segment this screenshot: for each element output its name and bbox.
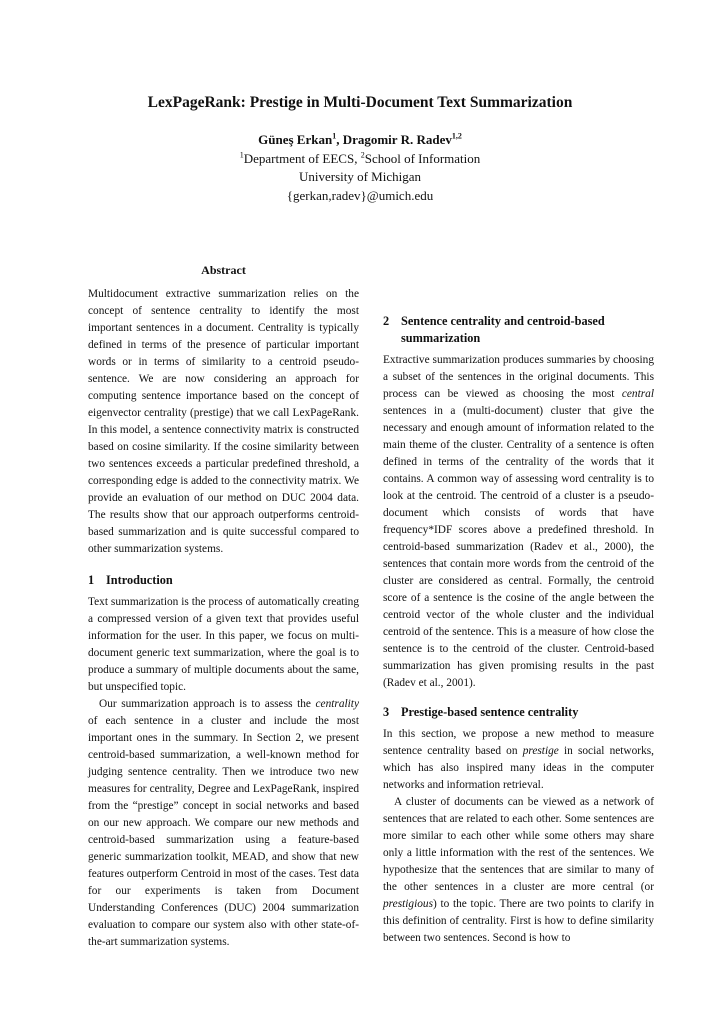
abstract-heading: Abstract (201, 263, 246, 277)
affiliation-marker: 1 (332, 131, 337, 141)
emphasis: central (621, 388, 654, 400)
section-title: Prestige-based sentence centrality (401, 705, 579, 719)
right-column (383, 263, 654, 947)
author-name: Güneş Erkan (258, 132, 333, 147)
paragraph-text: of each sentence in a cluster and include the most important ones in the summary. In Section 2, we present centroid-based summarization, a well-known method for judging sentence centrality. Then we introduce two new measures for centrality, Degree and LexPageRank, inspired from the “prestige” concept in social networks and based on our new approach. We compare our new methods and centroid-based summarization using a feature-based generic summarization toolkit, MEAD, and show that new features outperform Centroid in most of the cases. Test data for our experiments is taken from Document Understanding Conferences (DUC) 2004 summarization evaluation to compare our system also with other state-of-the-art summarization systems. (88, 715, 359, 948)
paragraph-text: ) to the topic. There are two points to clarify in this definition of centrality. First is how to define similarity between two sentences. Second is how to (383, 898, 654, 944)
section-title: Sentence centrality and centroid-based summarization (401, 314, 605, 345)
emphasis: centrality (315, 698, 359, 710)
author-separator: , (336, 132, 343, 147)
section-number: 1 (88, 573, 95, 587)
affiliation-marker: 1 (239, 150, 244, 160)
author-names (0, 131, 720, 150)
affiliation-marker: 2 (360, 150, 365, 160)
paragraph-text: A cluster of documents can be viewed as a network of sentences that are related to each other. Some sentences are more similar to each other while some others may share only a little information with the rest of the sentences. We hypothesize that the sentences that are similar to many of the other sentences in a cluster are more central (or (383, 796, 654, 893)
email: {gerkan,radev}@umich.edu (286, 187, 434, 203)
paragraph-text: Our summarization approach is to assess the (99, 698, 316, 710)
section-heading-centroid (383, 313, 654, 347)
paragraph-text: In this section, we propose a new method to measure sentence centrality based on (383, 728, 654, 757)
section-heading-prestige (383, 704, 654, 721)
department: Department of EECS, (243, 150, 361, 166)
paragraph (383, 794, 654, 947)
paper-title: LexPageRank: Prestige in Multi-Document Text Summarization (147, 94, 573, 111)
emphasis: prestigious (383, 898, 433, 910)
paragraph (383, 352, 654, 692)
section-heading-introduction (88, 572, 359, 589)
school: School of Information (364, 150, 481, 166)
university: University of Michigan (298, 169, 422, 184)
affiliation-marker: 1,2 (451, 131, 462, 141)
paragraph-text: Extractive summarization produces summaries by choosing a subset of the sentences in the original documents. This process can be viewed as choosing the most (383, 354, 654, 400)
affiliation-line (0, 150, 720, 169)
section-number: 2 (383, 314, 390, 328)
paragraph-text: in social networks, which has also inspired many ideas in the computer networks and information retrieval. (383, 745, 654, 791)
paragraph: Text summarization is the process of automatically creating a compressed version of a given text that provides useful information for the user. In this paper, we focus on multi-document generic text summarization, where the goal is to produce a summary of multiple documents about the same, but unspecified topic. (88, 596, 359, 693)
author-block (0, 131, 720, 205)
left-column (88, 262, 359, 951)
paragraph (383, 726, 654, 794)
author-name: Dragomir R. Radev (342, 132, 452, 147)
paragraph-text: sentences in a (multi-document) cluster that give the necessary and enough amount of information related to the main theme of the cluster. Centrality of a sentence is often defined in terms of the centrality of the words that it contains. A common way of assessing word centrality is to look at the centroid. The centroid of a cluster is a pseudo-document which consists of words that have frequency*IDF scores above a predefined threshold. In centroid-based summarization (Radev et al., 2000), the sentences that contain more words from the centroid of the cluster are considered as central. Formally, the centroid score of a sentence is the cosine of the angle between the centroid vector of the whole cluster and the individual centroid of the sentence. This is a measure of how close the sentence is to the centroid of the cluster. Centroid-based summarization has given promising results in the past (Radev et al., 2001). (383, 405, 654, 689)
emphasis: prestige (522, 745, 559, 757)
section-number: 3 (383, 705, 390, 719)
abstract-text: Multidocument extractive summarization relies on the concept of sentence centrality to identify the most important sentences in a document. Centrality is typically defined in terms of the presence of particular important words or in terms of similarity to a centroid pseudo-sentence. We are now considering an approach for computing sentence importance based on the concept of eigenvector centrality (prestige) that we call LexPageRank. In this model, a sentence connectivity matrix is constructed based on cosine similarity. If the cosine similarity between two sentences exceeds a particular predefined threshold, a corresponding edge is added to the connectivity matrix. We provide an evaluation of our method on DUC 2004 data. The results show that our approach outperforms centroid-based summarization and is quite successful compared to other summarization systems. (88, 288, 359, 555)
paragraph (88, 696, 359, 951)
section-title: Introduction (106, 573, 173, 587)
